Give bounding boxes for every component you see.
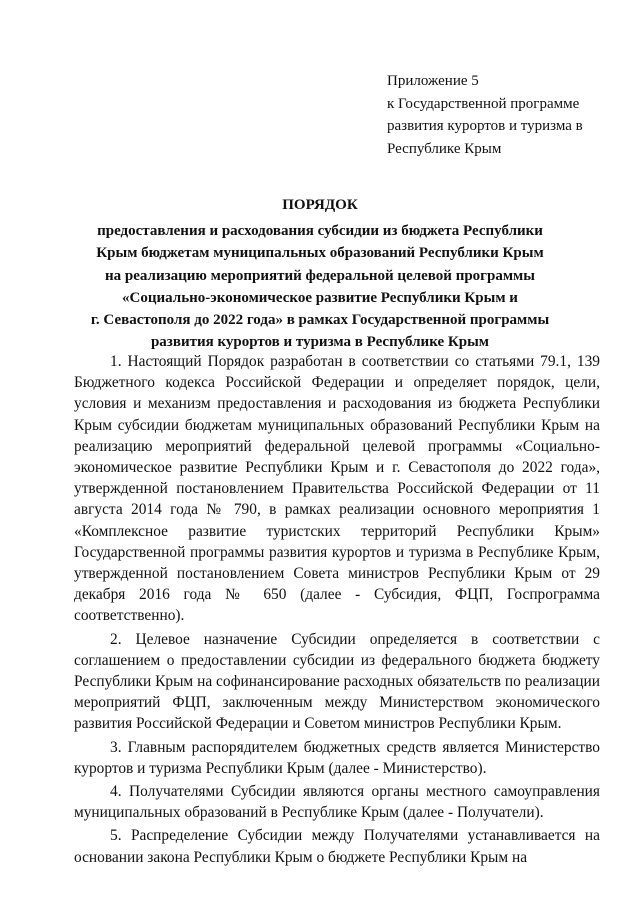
appendix-line: Республике Крым	[387, 140, 502, 157]
title-line: на реализацию мероприятий федеральной целевой программы	[105, 267, 535, 284]
title-heading: ПОРЯДОК	[282, 197, 358, 213]
title-line: «Социально-экономическое развитие Республики Крым и	[122, 289, 518, 306]
title-line: г. Севастополя до 2022 года» в рамках Государственной программы	[90, 312, 550, 329]
paragraph-1: 1. Настоящий Порядок разработан в соответствии со статьями 79.1, 139 Бюджетного кодекса Российской Федерации и определяет порядок, цели, условия и механизм предоставления и расходования из бюджета Республики Крым субсидии бюджетам муниципальных образований Республики Крым на реализацию мероприятий федеральной целевой программы «Социально-экономическое развитие Республики Крым и г. Севастополя до 2022 года», утвержденной постановлением Правительства Российской Федерации от 11 августа 2014 года № 790, в рамках реализации основного мероприятия 1 «Комплексное развитие туристских территорий Республики Крым» Государственной программы развития курортов и туризма в Республике Крым, утвержденной постановлением Совета министров Республики Крым от 29 декабря 2016 года № 650 (далее - Субсидия, ФЦП, Госпрограмма соответственно).	[74, 353, 600, 625]
appendix-line: развития курортов и туризма в	[387, 118, 583, 135]
appendix-line: Приложение 5	[387, 73, 479, 89]
title-line: развития курортов и туризма в Республике Крым	[150, 334, 490, 351]
appendix-block	[387, 70, 627, 160]
paragraph-5: 5. Распределение Субсидии между Получателями устанавливается на основании закона Республики Крым о бюджете Республики Крым на	[74, 827, 600, 866]
paragraph-4: 4. Получателями Субсидии являются органы местного самоуправления муниципальных образований в Республике Крым (далее - Получатели).	[74, 783, 600, 822]
document-body	[74, 351, 600, 868]
appendix-line: к Государственной программе	[387, 95, 580, 112]
title-line: предоставления и расходования субсидии из бюджета Республики	[97, 223, 543, 240]
paragraph-2: 2. Целевое назначение Субсидии определяется в соответствии с соглашением о предоставлении субсидии из федерального бюджета бюджету Республики Крым на софинансирование расходных обязательств по реализации мероприятий ФЦП, заключенным между Министерством экономического развития Российской Федерации и Советом министров Республики Крым.	[74, 630, 600, 733]
paragraph-3: 3. Главным распорядителем бюджетных средств является Министерство курортов и туризма Республики Крым (далее - Министерство).	[74, 738, 600, 777]
title-line: Крым бюджетам муниципальных образований Республики Крым	[96, 245, 544, 262]
document-title	[80, 194, 560, 353]
